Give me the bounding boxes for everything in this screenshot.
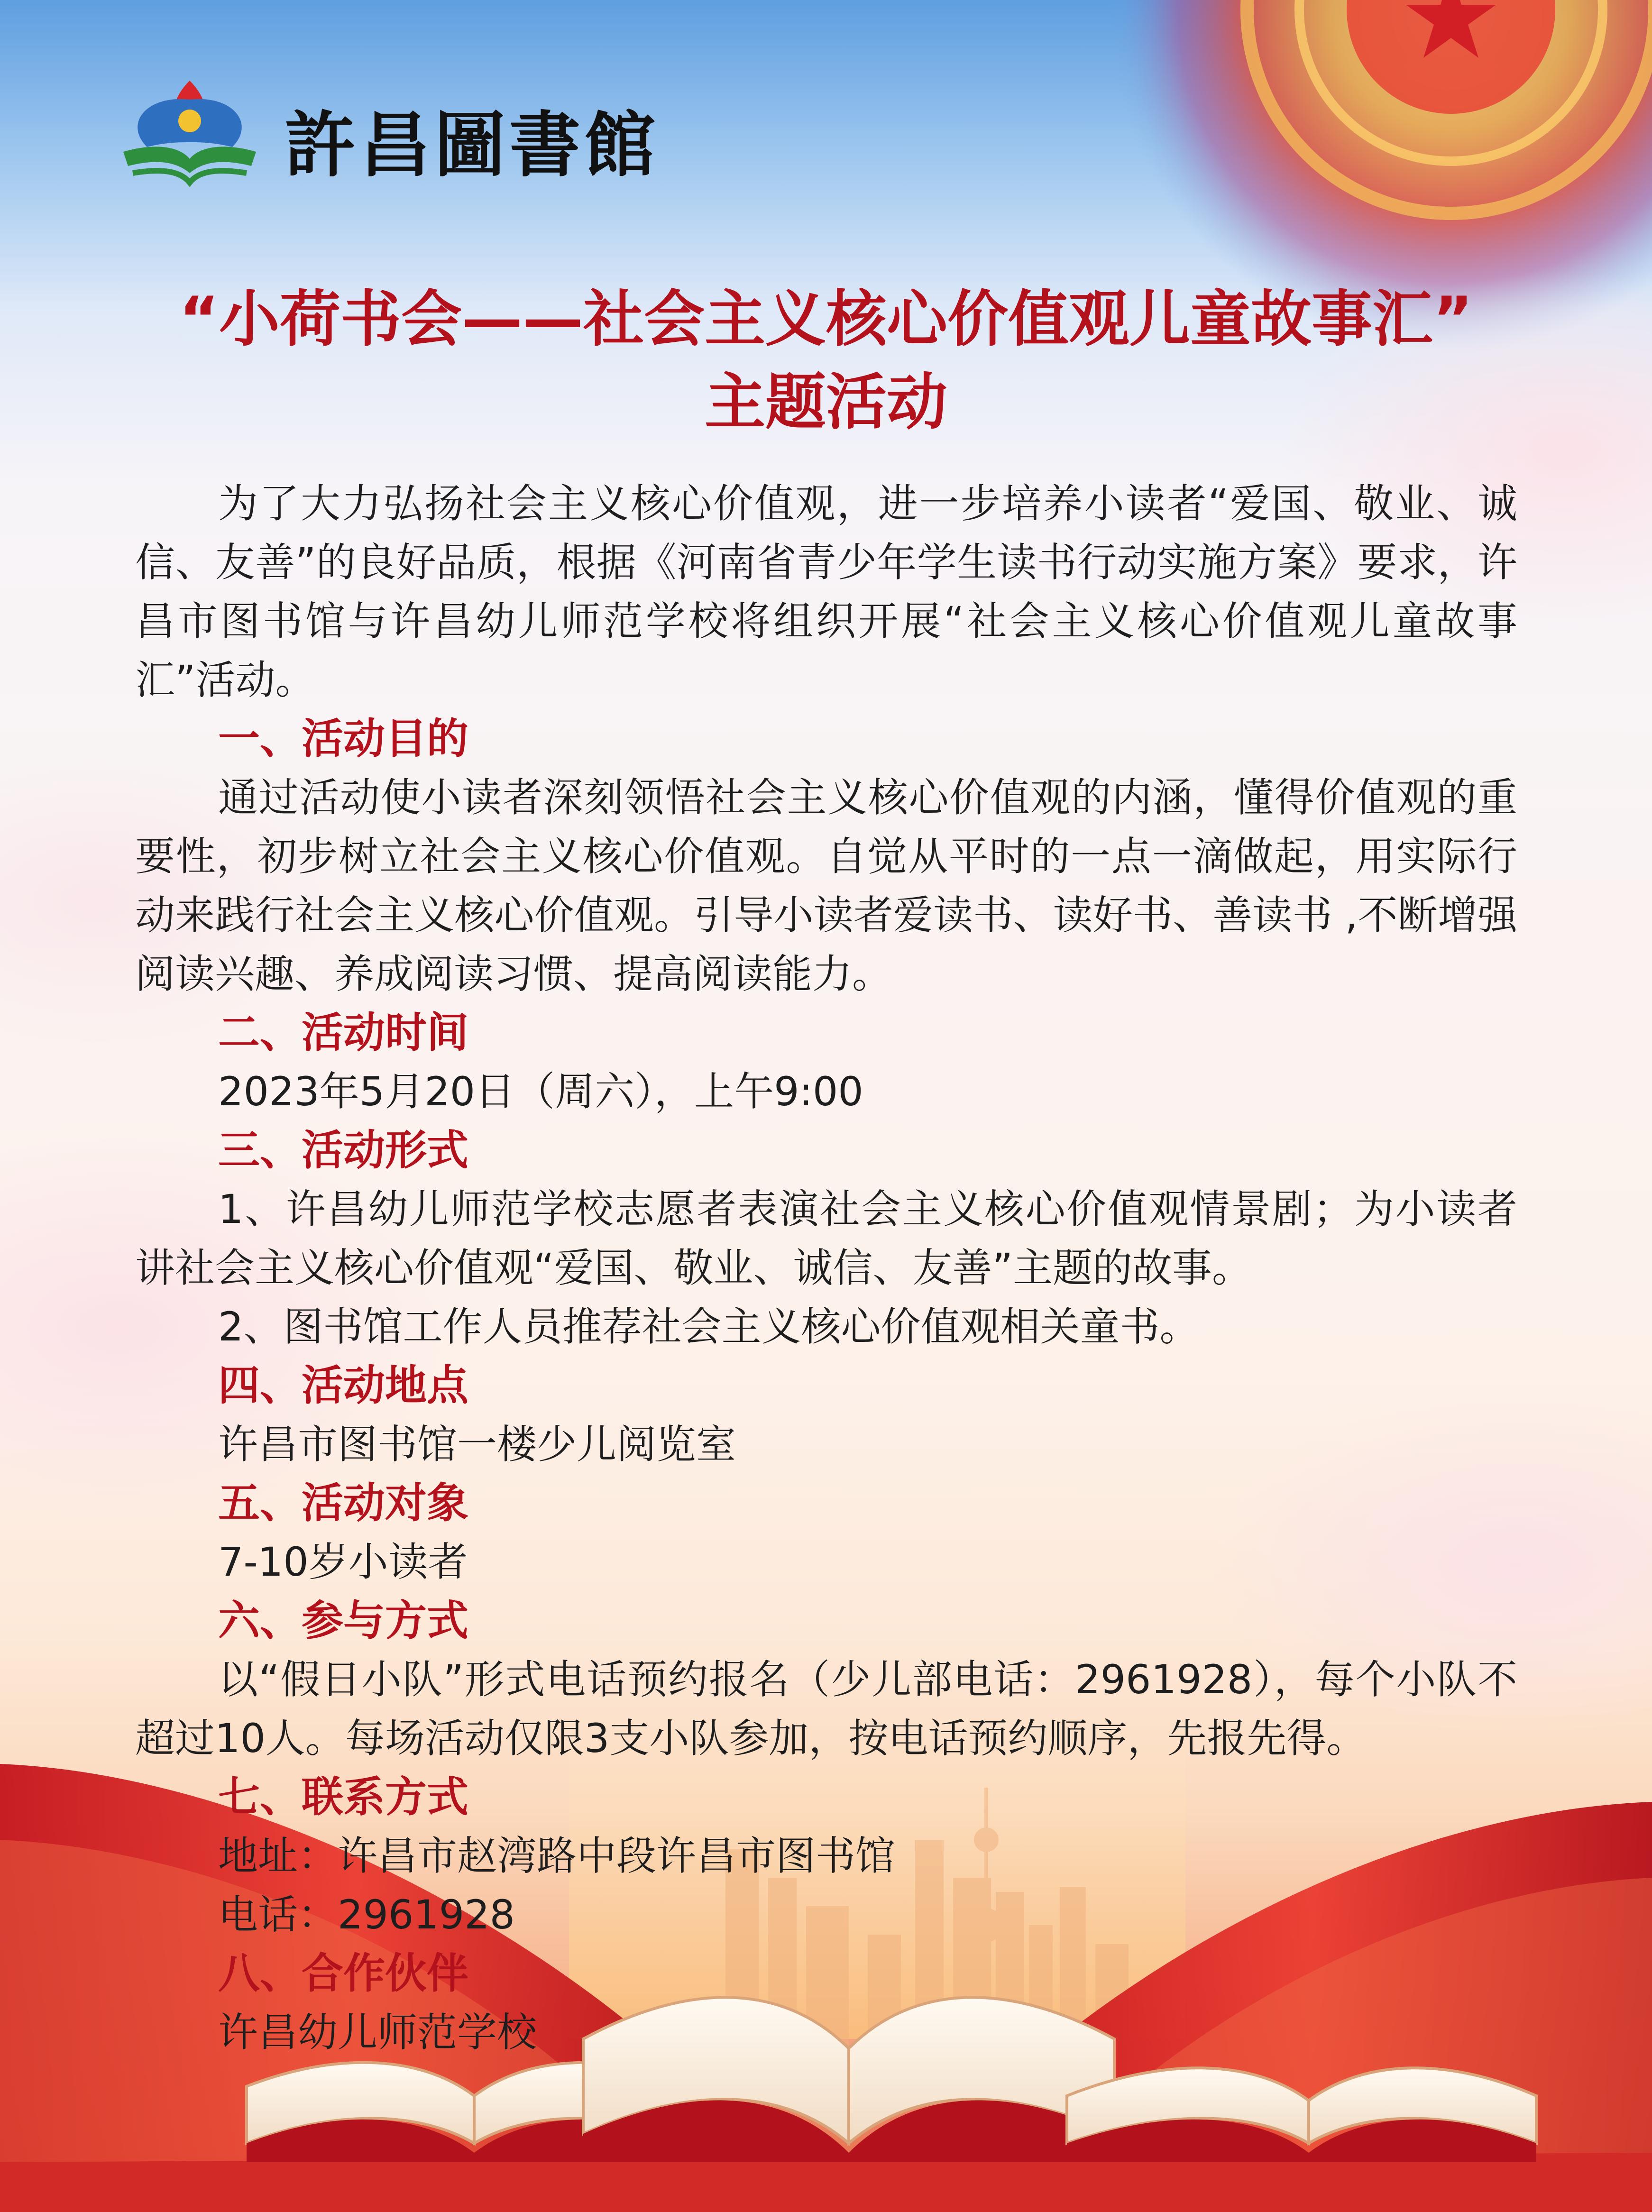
contact-phone: 电话：2961928 xyxy=(218,1891,515,1938)
purpose-paragraph: 通过活动使小读者深刻领悟社会主义核心价值观的内涵，懂得价值观的重要性，初步树立社会主义核心价值观。自觉从平时的一点一滴做起，用实际行动来践行社会主义核心价值观。引导小读者爱读书、读好书、善读书 ,不断增强阅读兴趣、养成阅读习惯、提高阅读能力。 xyxy=(135,774,1517,997)
notice-body xyxy=(135,474,1517,2062)
event-audience: 7-10岁小读者 xyxy=(218,1539,468,1585)
library-logo-icon xyxy=(114,71,266,194)
intro-paragraph: 为了大力弘扬社会主义核心价值观，进一步培养小读者“爱国、敬业、诚信、友善”的良好品质，根据《河南省青少年学生读书行动实施方案》要求，许昌市图书馆与许昌幼儿师范学校将组织开展“社会主义核心价值观儿童故事汇”活动。 xyxy=(135,480,1517,703)
form-item-1: 1、许昌幼儿师范学校志愿者表演社会主义核心价值观情景剧；为小读者讲社会主义核心价值观“爱国、敬业、诚信、友善”主题的故事。 xyxy=(135,1186,1517,1291)
event-time: 2023年5月20日（周六），上午9:00 xyxy=(218,1068,863,1115)
page-title: “小荷书会——社会主义核心价值观儿童故事汇” xyxy=(179,284,1473,355)
participation-paragraph: 以“假日小队”形式电话预约报名（少儿部电话：2961928），每个小队不超过10人。每场活动仅限3支小队参加，按电话预约顺序，先报先得。 xyxy=(135,1656,1517,1762)
section-heading-purpose: 一、活动目的 xyxy=(218,714,469,763)
section-heading-partner: 八、合作伙伴 xyxy=(218,1949,469,1998)
partner-name: 许昌幼儿师范学校 xyxy=(218,2009,537,2056)
contact-address: 地址：许昌市赵湾路中段许昌市图书馆 xyxy=(218,1833,896,1879)
section-heading-contact: 七、联系方式 xyxy=(218,1772,469,1821)
section-heading-form: 三、活动形式 xyxy=(218,1126,469,1175)
page-subtitle: 主题活动 xyxy=(704,367,947,438)
form-item-2: 2、图书馆工作人员推荐社会主义核心价值观相关童书。 xyxy=(218,1303,1200,1350)
section-heading-location: 四、活动地点 xyxy=(218,1361,469,1410)
section-heading-participation: 六、参与方式 xyxy=(218,1596,469,1645)
section-heading-audience: 五、活动对象 xyxy=(218,1478,469,1527)
event-location: 许昌市图书馆一楼少儿阅览室 xyxy=(218,1421,736,1468)
library-logo-text: 許昌圖書館 xyxy=(285,103,660,187)
section-heading-time: 二、活动时间 xyxy=(218,1008,469,1057)
